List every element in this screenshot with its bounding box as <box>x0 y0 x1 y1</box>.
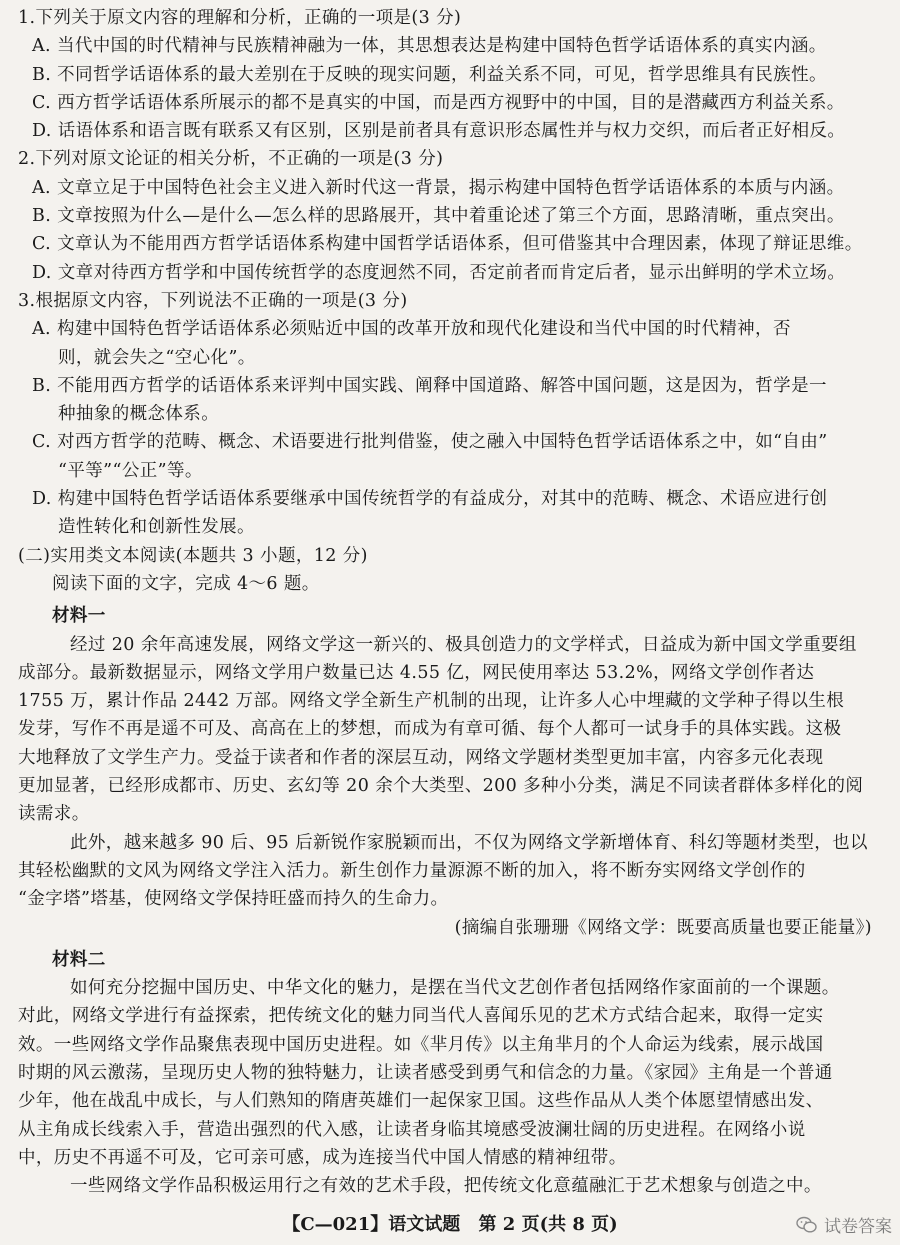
text-line: 如何充分挖掘中国历史、中华文化的魅力，是摆在当代文艺创作者包括网络作家面前的一个课题。 <box>70 978 840 999</box>
text-line: 1755 万，累计作品 2442 万部。网络文学全新生产机制的出现，让许多人心中埋藏的文学种子得以生根 <box>18 691 845 712</box>
question-stem: 3.根据原文内容，下列说法不正确的一项是(3 分) <box>18 290 408 311</box>
watermark <box>796 1212 892 1237</box>
answer-option-line: D. 构建中国特色哲学话语体系要继承中国传统哲学的有益成分，对其中的范畴、概念、术语应进行创 <box>32 489 828 510</box>
text-line: 从主角成长线索入手，营造出强烈的代入感，让读者身临其境感受波澜壮阔的历史进程。在网络小说 <box>18 1119 806 1140</box>
text-line: 效。一些网络文学作品聚焦表现中国历史进程。如《芈月传》以主角芈月的个人命运为线索，展示战国 <box>18 1034 824 1055</box>
answer-option-line: B. 不能用西方哲学的话语体系来评判中国实践、阐释中国道路、解答中国问题，这是因为，哲学是一 <box>32 375 827 396</box>
text-line: 经过 20 余年高速发展，网络文学这一新兴的、极具创造力的文学样式，日益成为新中国文学重要组 <box>70 634 857 655</box>
text-line: 对此，网络文学进行有益探索，把传统文化的魅力同当代人喜闻乐见的艺术方式结合起来，取得一定实 <box>18 1006 824 1027</box>
text-line: 发芽，写作不再是遥不可及、高高在上的梦想，而成为有章可循、每个人都可一试身手的具体实践。这极 <box>18 719 842 740</box>
answer-option-line: 造性转化和创新性发展。 <box>58 517 255 538</box>
footer-page-number: 第 2 页(共 8 页) <box>478 1214 618 1235</box>
text-line: 其轻松幽默的文风为网络文学注入活力。新生创作力量源源不断的加入，将不断夯实网络文学创作的 <box>18 860 806 881</box>
answer-option-line: A. 当代中国的时代精神与民族精神融为一体，其思想表达是构建中国特色哲学话语体系的真实内涵。 <box>32 36 827 57</box>
text-line: 阅读下面的文字，完成 4～6 题。 <box>52 573 320 594</box>
answer-option-line: 则，就会失之“空心化”。 <box>58 347 256 368</box>
wechat-icon <box>796 1216 818 1234</box>
document-body <box>18 4 890 1200</box>
material-heading: 材料二 <box>52 949 106 970</box>
answer-option-line: C. 对西方哲学的范畴、概念、术语要进行批判借鉴，使之融入中国特色哲学话语体系之中，如“自由” <box>32 432 828 453</box>
answer-option-line: 种抽象的概念体系。 <box>58 404 220 425</box>
question-stem: 2.下列对原文论证的相关分析，不正确的一项是(3 分) <box>18 149 444 170</box>
page-footer <box>0 1211 900 1239</box>
question-stem: 1.下列关于原文内容的理解和分析，正确的一项是(3 分) <box>18 8 462 28</box>
answer-option-line: C. 文章认为不能用西方哲学话语体系构建中国哲学话语体系，但可借鉴其中合理因素，体现了辩证思维。 <box>32 234 863 255</box>
question-stem: (二)实用类文本阅读(本题共 3 小题，12 分) <box>18 545 368 566</box>
answer-option-line: B. 不同哲学话语体系的最大差别在于反映的现实问题，利益关系不同，可见，哲学思维具有民族性。 <box>32 64 827 85</box>
text-line: 成部分。最新数据显示，网络文学用户数量已达 4.55 亿，网民使用率达 53.2%，网络文学创作者达 <box>18 662 815 683</box>
text-line: “金字塔”塔基，使网络文学保持旺盛而持久的生命力。 <box>18 889 449 910</box>
answer-option-line: B. 文章按照为什么—是什么—怎么样的思路展开，其中着重论述了第三个方面，思路清晰，重点突出。 <box>32 206 845 227</box>
answer-option-line: “平等”“公正”等。 <box>58 460 203 481</box>
answer-option-line: D. 话语体系和语言既有联系又有区别，区别是前者具有意识形态属性并与权力交织，而后者正好相反。 <box>32 121 846 142</box>
watermark-text: 试卷答案 <box>824 1217 892 1237</box>
footer-exam-code: 【C—021】语文试题 <box>282 1214 461 1235</box>
answer-option-line: A. 文章立足于中国特色社会主义进入新时代这一背景，揭示构建中国特色哲学话语体系的本质与内涵。 <box>32 177 845 198</box>
text-line: 时期的风云激荡，呈现历史人物的独特魅力，让读者感受到勇气和信念的力量。《家园》主角是一个普通 <box>18 1062 833 1083</box>
text-line: 一些网络文学作品积极运用行之有效的艺术手段，把传统文化意蕴融汇于艺术想象与创造之中。 <box>70 1176 822 1197</box>
answer-option-line: D. 文章对待西方哲学和中国传统哲学的态度迥然不同，否定前者而肯定后者，显示出鲜明的学术立场。 <box>32 262 846 283</box>
answer-option-line: C. 西方哲学话语体系所展示的都不是真实的中国，而是西方视野中的中国，目的是潜藏西方利益关系。 <box>32 92 845 113</box>
answer-option-line: A. 构建中国特色哲学话语体系必须贴近中国的改革开放和现代化建设和当代中国的时代精神，否 <box>32 319 791 340</box>
text-line: 更加显著，已经形成都市、历史、玄幻等 20 余个大类型、200 多种小分类，满足不同读者群体多样化的阅 <box>18 776 864 797</box>
text-line: 大地释放了文学生产力。受益于读者和作者的深层互动，网络文学题材类型更加丰富，内容多元化表现 <box>18 747 824 768</box>
text-line: 读需求。 <box>18 804 90 825</box>
text-line: 此外，越来越多 90 后、95 后新锐作家脱颖而出，不仅为网络文学新增体育、科幻等题材类型，也以 <box>70 832 868 853</box>
material-heading: 材料一 <box>52 606 106 627</box>
text-line: 中，历史不再遥不可及，它可亲可感，成为连接当代中国人情感的精神纽带。 <box>18 1147 627 1168</box>
source-citation: (摘编自张珊珊《网络文学：既要高质量也要正能量》) <box>454 917 872 938</box>
text-line: 少年，他在战乱中成长，与人们熟知的隋唐英雄们一起保家卫国。这些作品从人类个体愿望情感出发、 <box>18 1091 824 1112</box>
